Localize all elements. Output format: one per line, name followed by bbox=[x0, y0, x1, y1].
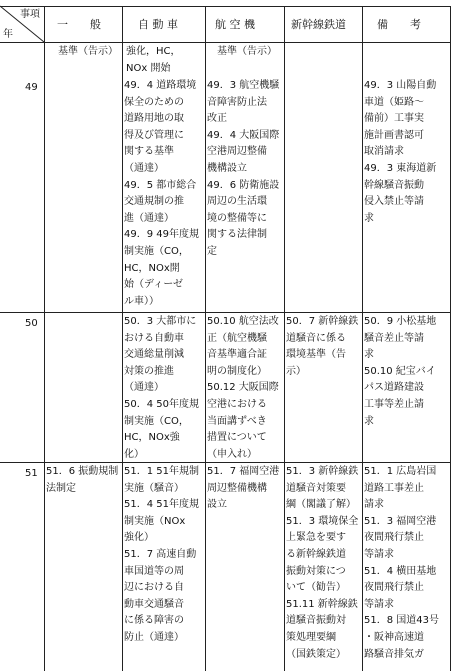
column-divider bbox=[362, 6, 363, 671]
intro-car-cell: 強化，HC， NOx 開始 bbox=[126, 46, 181, 74]
header-bottom-rule bbox=[0, 42, 451, 43]
year-label: 50 bbox=[25, 318, 38, 329]
remarks-cell: 51．1 広島岩国 道路工事差止 請求 51．3 福岡空港 夜間飛行禁止 等請求 51．4 横田基地 夜間飛行禁止 等請求 51．8 国道43号 ・阪神高速道 路騒音排気ガ bbox=[364, 466, 439, 660]
column-header-remarks: 備 考 bbox=[377, 18, 421, 31]
column-header-car: 自 動 車 bbox=[138, 18, 178, 31]
shinkansen-cell: 51．3 新幹線鉄 道騒音対策要 綱（閣議了解） 51．3 環境保全 上緊急を要す る新幹線鉄道 振動対策につ いて（勧告） 51.11 新幹線鉄 道騒音振動対 策処理要綱 （国鉄策定） bbox=[286, 466, 359, 660]
column-divider bbox=[44, 6, 45, 671]
column-header-aircraft: 航 空 機 bbox=[215, 18, 255, 31]
year-label: 51 bbox=[25, 468, 38, 479]
car-cell: 51．1 51年規制 実施（騒音） 51．4 51年度規 制実施（NOx 強化） 51．7 高速自動 車国道等の周 辺における自 動車交通騒音 に係る障害の 防止（通達） bbox=[124, 466, 199, 643]
intro-aircraft-cell: 基準（告示） bbox=[217, 46, 277, 57]
remarks-cell: 49．3 山陽自動 車道（姫路～ 備前）工事実 施計画書認可 取消請求 49．3 東海道新 幹線騒音振動 侵入禁止等請 求 bbox=[364, 80, 437, 224]
aircraft-cell: 50.10 航空法改 正（航空機騒 音基準適合証 明の制度化） 50.12 大阪国際 空港における 当面講ずべき 措置について （申入れ） bbox=[207, 316, 279, 460]
year-label: 49 bbox=[25, 82, 38, 93]
column-divider bbox=[284, 6, 285, 671]
row-divider bbox=[0, 312, 451, 313]
car-cell: 49．4 道路環境 保全のための 道路用地の取 得及び管理に 関する基準 （通達） 49．5 都市総合 交通規制の推 進（通達） 49．9 49年度規 制実施（CO， HC，NOx開 始（ディーゼ ル車）） bbox=[124, 80, 199, 307]
column-header-general: 一 般 bbox=[57, 18, 101, 31]
column-header-shinkansen: 新幹線鉄道 bbox=[291, 18, 346, 31]
header-corner-item: 事項 bbox=[20, 9, 40, 20]
aircraft-cell: 49．3 航空機騒 音障害防止法 改正 49．4 大阪国際 空港周辺整備 機構設立 49．6 防衛施設 周辺の生活環 境の整備等に 関する法律制 定 bbox=[207, 80, 280, 257]
table-top-rule bbox=[0, 6, 451, 7]
intro-general-cell: 基準（告示） bbox=[58, 46, 118, 57]
general-cell: 51．6 振動規制 法制定 bbox=[46, 466, 119, 494]
car-cell: 50．3 大都市に おける自動車 交通総量削減 対策の推進 （通達） 50．4 50年度規 制実施（CO， HC，NOx強 化） bbox=[124, 316, 199, 460]
shinkansen-cell: 50．7 新幹線鉄 道騒音に係る 環境基準（告 示） bbox=[286, 316, 359, 377]
aircraft-cell: 51．7 福岡空港 周辺整備機構 設立 bbox=[207, 466, 280, 511]
header-corner-year: 年 bbox=[3, 29, 13, 40]
column-divider bbox=[122, 6, 123, 671]
remarks-cell: 50．9 小松基地 騒音差止等請 求 50.10 紀宝バイ パス道路建設 工事等差止請 求 bbox=[364, 316, 437, 427]
row-divider bbox=[0, 462, 451, 463]
column-divider bbox=[205, 6, 206, 671]
